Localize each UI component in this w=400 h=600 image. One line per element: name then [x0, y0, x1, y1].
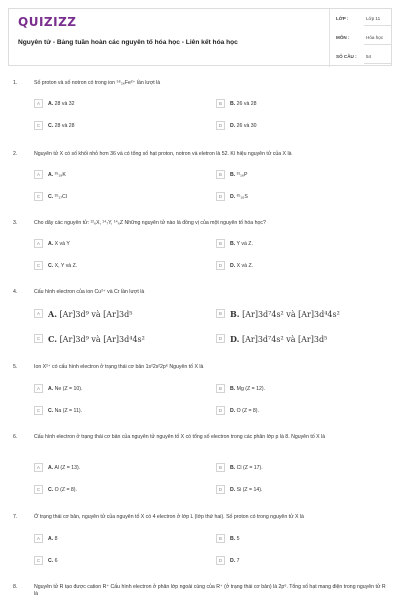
option-letter: D [216, 556, 225, 565]
question-number: 4. [13, 289, 18, 295]
option-text: B. Y và Z. [230, 241, 253, 247]
option-text: C. 28 và 28 [48, 123, 75, 129]
option-c[interactable] [34, 260, 206, 272]
question-number: 3. [13, 220, 18, 226]
option-text: A. 8 [48, 536, 58, 542]
question-number: 1. [13, 80, 18, 86]
option-a[interactable] [34, 306, 206, 323]
option-letter: C [34, 192, 43, 201]
option-text: A. 28 và 32 [48, 101, 75, 107]
question-text: Số proton và số notron có trong ion ⁵⁶₂₆Fe²⁺ lần lượt là [34, 80, 161, 86]
meta-subject-value: Hóa học [366, 35, 384, 40]
option-b[interactable] [216, 462, 388, 474]
option-text: B. [Ar]3d⁷4s² và [Ar]3d⁴4s² [230, 309, 340, 319]
option-text: C. O (Z = 8). [48, 487, 77, 493]
option-d[interactable] [216, 191, 388, 203]
option-letter: A [34, 534, 43, 543]
option-letter: A [34, 239, 43, 248]
option-letter: B [216, 384, 225, 393]
page-title: Nguyên tử - Bảng tuần hoàn các nguyên tố hóa học - Liên kết hóa học [18, 39, 238, 46]
option-d[interactable] [216, 260, 388, 272]
option-text: B. 5 [230, 536, 240, 542]
option-c[interactable] [34, 120, 206, 132]
option-text: D. 7 [230, 558, 240, 564]
option-letter: D [216, 406, 225, 415]
question-text: Cấu hình electron của ion Cu²⁺ và Cr lần lượt là [34, 289, 145, 295]
option-text: A. ³⁵₁₈K [48, 172, 66, 178]
option-text: A. X và Y [48, 241, 70, 247]
meta-count-value: 54 [366, 54, 372, 59]
option-letter: D [216, 485, 225, 494]
option-a[interactable] [34, 98, 206, 110]
meta-class-label: LỚP : [336, 16, 349, 21]
option-a[interactable] [34, 462, 206, 474]
question-text: Ở trạng thái cơ bản, nguyên tử của nguyên tố X có 4 electron ở lớp L (lớp thứ hai). Số proton có trong nguyên tử X là [34, 514, 304, 520]
option-letter: A [34, 384, 43, 393]
meta-subject-label: MÔN : [336, 35, 350, 40]
option-letter: B [216, 239, 225, 248]
option-text: D. O (Z = 8). [230, 408, 259, 414]
option-letter: A [34, 463, 43, 472]
option-d[interactable] [216, 405, 388, 417]
option-text: A. [Ar]3d⁹ và [Ar]3d⁵ [48, 309, 133, 319]
option-text: B. ³¹₁₆P [230, 172, 248, 178]
option-d[interactable] [216, 555, 388, 567]
option-text: C. Na (Z = 11). [48, 408, 83, 414]
divider [364, 25, 391, 26]
option-letter: D [216, 192, 225, 201]
divider [364, 44, 391, 45]
question-text: Nguyên tử X có số khối nhỏ hơn 36 và có tổng số hạt proton, notron và eletron là 52. Kí hiệu nguyên tử của X là [34, 151, 292, 157]
option-letter: B [216, 99, 225, 108]
question-text: Ion X²⁺ có cấu hình electron ở trạng thái cơ bản 1s²2s²2p⁶ Nguyên tố X là [34, 364, 204, 370]
question-text: Cho dãy các nguyên tử: ¹²₆X, ¹⁴₇Y, ¹⁴₆Z Những nguyên tử nào là đồng vị của một nguyên tố hóa học? [34, 220, 266, 226]
option-text: B. Mg (Z = 12). [230, 386, 266, 392]
option-b[interactable] [216, 383, 388, 395]
option-text: C. ³⁵₁₇Cl [48, 194, 67, 200]
meta-count-label: SỐ CÂU : [336, 54, 357, 59]
option-d[interactable] [216, 484, 388, 496]
meta-panel [329, 9, 393, 67]
option-b[interactable] [216, 169, 388, 181]
option-letter: D [216, 261, 225, 270]
option-letter: A [34, 99, 43, 108]
option-text: D. [Ar]3d⁷4s² và [Ar]3d⁵ [230, 334, 328, 344]
option-text: C. 6 [48, 558, 58, 564]
option-b[interactable] [216, 98, 388, 110]
option-letter: D [216, 334, 225, 343]
option-letter: C [34, 485, 43, 494]
option-letter: C [34, 334, 43, 343]
option-text: D. Si (Z = 14). [230, 487, 263, 493]
question-text: Cấu hình electron ở trạng thái cơ bản của nguyên tử nguyên tố X có tổng số electron trong các phân lớp p là 8. Nguyên tố X là [34, 434, 326, 440]
question-number: 2. [13, 151, 18, 157]
option-c[interactable] [34, 331, 206, 348]
meta-subject [330, 28, 394, 47]
option-letter: C [34, 556, 43, 565]
option-a[interactable] [34, 238, 206, 250]
question-number: 5. [13, 364, 18, 370]
option-b[interactable] [216, 306, 388, 323]
option-text: C. [Ar]3d⁹ và [Ar]3d⁴4s² [48, 334, 145, 344]
option-a[interactable] [34, 383, 206, 395]
option-letter: B [216, 463, 225, 472]
option-c[interactable] [34, 555, 206, 567]
option-letter: C [34, 121, 43, 130]
option-a[interactable] [34, 169, 206, 181]
option-text: C. X, Y và Z. [48, 263, 78, 269]
option-letter: A [34, 170, 43, 179]
option-b[interactable] [216, 238, 388, 250]
option-text: D. X và Z. [230, 263, 254, 269]
option-text: B. 26 và 28 [230, 101, 257, 107]
question-number: 6. [13, 434, 18, 440]
option-text: A. Al (Z = 13). [48, 465, 81, 471]
option-letter: C [34, 261, 43, 270]
meta-class [330, 9, 394, 28]
question-number: 8. [13, 584, 18, 590]
option-letter: D [216, 121, 225, 130]
option-a[interactable] [34, 533, 206, 545]
meta-class-value: Lớp 11 [366, 16, 381, 21]
option-text: A. Ne (Z = 10). [48, 386, 83, 392]
question-text: Nguyên tử R tạo được cation R⁺ Cấu hình electron ở phân lớp ngoài cùng của R⁺ (ở trạng thái cơ bản) là 2p⁶. Tổng số hạt mang điện trong nguyên tử R là [34, 584, 386, 597]
option-letter: B [216, 534, 225, 543]
question-number: 7. [13, 514, 18, 520]
option-c[interactable] [34, 405, 206, 417]
option-letter: C [34, 406, 43, 415]
option-d[interactable] [216, 120, 388, 132]
option-c[interactable] [34, 191, 206, 203]
option-d[interactable] [216, 331, 388, 348]
option-letter: B [216, 309, 225, 318]
option-text: D. 26 và 30 [230, 123, 257, 129]
divider [364, 63, 391, 64]
worksheet-header [8, 8, 392, 66]
option-b[interactable] [216, 533, 388, 545]
option-letter: B [216, 170, 225, 179]
option-text: D. ³⁵₁₆S [230, 194, 248, 200]
quizizz-logo: QUIZIZZ [18, 15, 77, 29]
option-c[interactable] [34, 484, 206, 496]
option-letter: A [34, 309, 43, 318]
option-text: B. Cl (Z = 17). [230, 465, 263, 471]
meta-count [330, 47, 394, 66]
